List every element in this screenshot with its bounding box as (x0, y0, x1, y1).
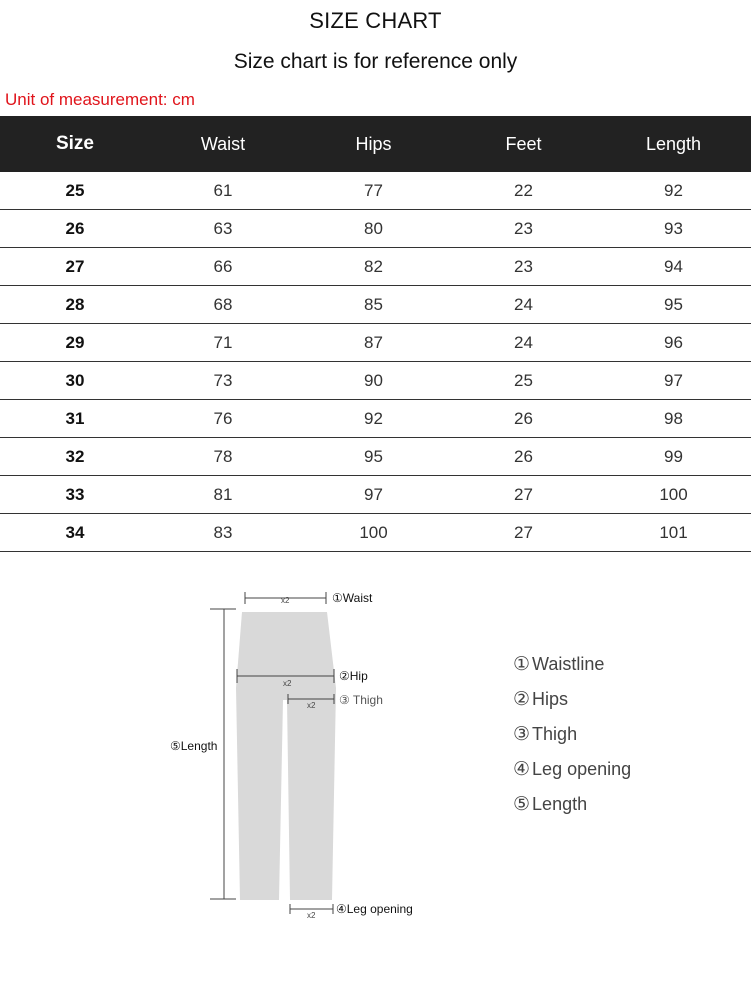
cell-waist: 76 (150, 400, 296, 438)
cell-length: 95 (596, 286, 751, 324)
pants-diagram-svg (0, 560, 751, 960)
cell-feet: 24 (451, 286, 596, 324)
table-row (0, 210, 751, 248)
table-row (0, 514, 751, 552)
legend-label: Thigh (532, 724, 578, 744)
cell-hips: 85 (296, 286, 451, 324)
cell-feet: 27 (451, 476, 596, 514)
legend-item (513, 757, 631, 792)
cell-waist: 61 (150, 172, 296, 210)
leg-opening-x2: x2 (307, 911, 316, 920)
hip-label: ②Hip (339, 669, 368, 683)
pants-diagram (0, 560, 751, 960)
chart-subtitle: Size chart is for reference only (233, 50, 518, 73)
waist-label: ①Waist (332, 591, 373, 605)
cell-hips: 80 (296, 210, 451, 248)
measurement-legend (513, 652, 631, 827)
cell-size: 31 (0, 400, 150, 438)
length-measure (210, 609, 236, 899)
cell-feet: 26 (451, 400, 596, 438)
legend-item (513, 792, 631, 827)
legend-number: ① (513, 654, 531, 675)
cell-hips: 77 (296, 172, 451, 210)
cell-waist: 73 (150, 362, 296, 400)
header-feet: Feet (451, 116, 596, 172)
table-row (0, 438, 751, 476)
cell-hips: 90 (296, 362, 451, 400)
legend-label: Hips (532, 689, 569, 709)
table-row (0, 248, 751, 286)
cell-size: 33 (0, 476, 150, 514)
cell-hips: 92 (296, 400, 451, 438)
cell-size: 27 (0, 248, 150, 286)
cell-waist: 68 (150, 286, 296, 324)
cell-length: 96 (596, 324, 751, 362)
cell-size: 34 (0, 514, 150, 552)
legend-label: Leg opening (532, 759, 632, 779)
header-hips: Hips (296, 116, 451, 172)
header-waist: Waist (150, 116, 296, 172)
cell-length: 98 (596, 400, 751, 438)
cell-length: 99 (596, 438, 751, 476)
cell-size: 26 (0, 210, 150, 248)
cell-hips: 95 (296, 438, 451, 476)
cell-length: 100 (596, 476, 751, 514)
table-row (0, 286, 751, 324)
cell-feet: 24 (451, 324, 596, 362)
cell-hips: 82 (296, 248, 451, 286)
cell-feet: 23 (451, 210, 596, 248)
legend-number: ⑤ (513, 794, 531, 815)
cell-feet: 26 (451, 438, 596, 476)
table-row (0, 476, 751, 514)
cell-size: 29 (0, 324, 150, 362)
cell-waist: 78 (150, 438, 296, 476)
cell-length: 97 (596, 362, 751, 400)
legend-item (513, 687, 631, 722)
cell-length: 101 (596, 514, 751, 552)
thigh-x2: x2 (307, 701, 316, 710)
chart-title: SIZE CHART (309, 8, 442, 33)
cell-hips: 97 (296, 476, 451, 514)
cell-length: 94 (596, 248, 751, 286)
pants-shape (236, 612, 336, 900)
cell-feet: 22 (451, 172, 596, 210)
legend-number: ④ (513, 759, 531, 780)
legend-label: Length (532, 794, 588, 814)
cell-waist: 66 (150, 248, 296, 286)
table-header-row (0, 116, 751, 172)
cell-size: 32 (0, 438, 150, 476)
table-row (0, 400, 751, 438)
cell-feet: 25 (451, 362, 596, 400)
table-row (0, 362, 751, 400)
cell-waist: 63 (150, 210, 296, 248)
legend-label: Waistline (532, 654, 605, 674)
table-row (0, 324, 751, 362)
header-size: Size (0, 116, 150, 172)
legend-item (513, 652, 631, 687)
legend-number: ② (513, 689, 531, 710)
cell-length: 93 (596, 210, 751, 248)
cell-waist: 71 (150, 324, 296, 362)
cell-feet: 23 (451, 248, 596, 286)
waist-x2: x2 (281, 596, 290, 605)
length-label: ⑤Length (170, 739, 218, 753)
thigh-label: ③ Thigh (339, 693, 383, 707)
header-length: Length (596, 116, 751, 172)
cell-waist: 83 (150, 514, 296, 552)
cell-length: 92 (596, 172, 751, 210)
cell-size: 25 (0, 172, 150, 210)
table-row (0, 172, 751, 210)
legend-number: ③ (513, 724, 531, 745)
leg-opening-label: ④Leg opening (336, 902, 413, 916)
cell-hips: 100 (296, 514, 451, 552)
size-table (0, 116, 751, 552)
unit-note: Unit of measurement: cm (5, 90, 195, 109)
cell-feet: 27 (451, 514, 596, 552)
cell-size: 30 (0, 362, 150, 400)
cell-hips: 87 (296, 324, 451, 362)
cell-waist: 81 (150, 476, 296, 514)
hip-x2: x2 (283, 679, 292, 688)
legend-item (513, 722, 631, 757)
cell-size: 28 (0, 286, 150, 324)
